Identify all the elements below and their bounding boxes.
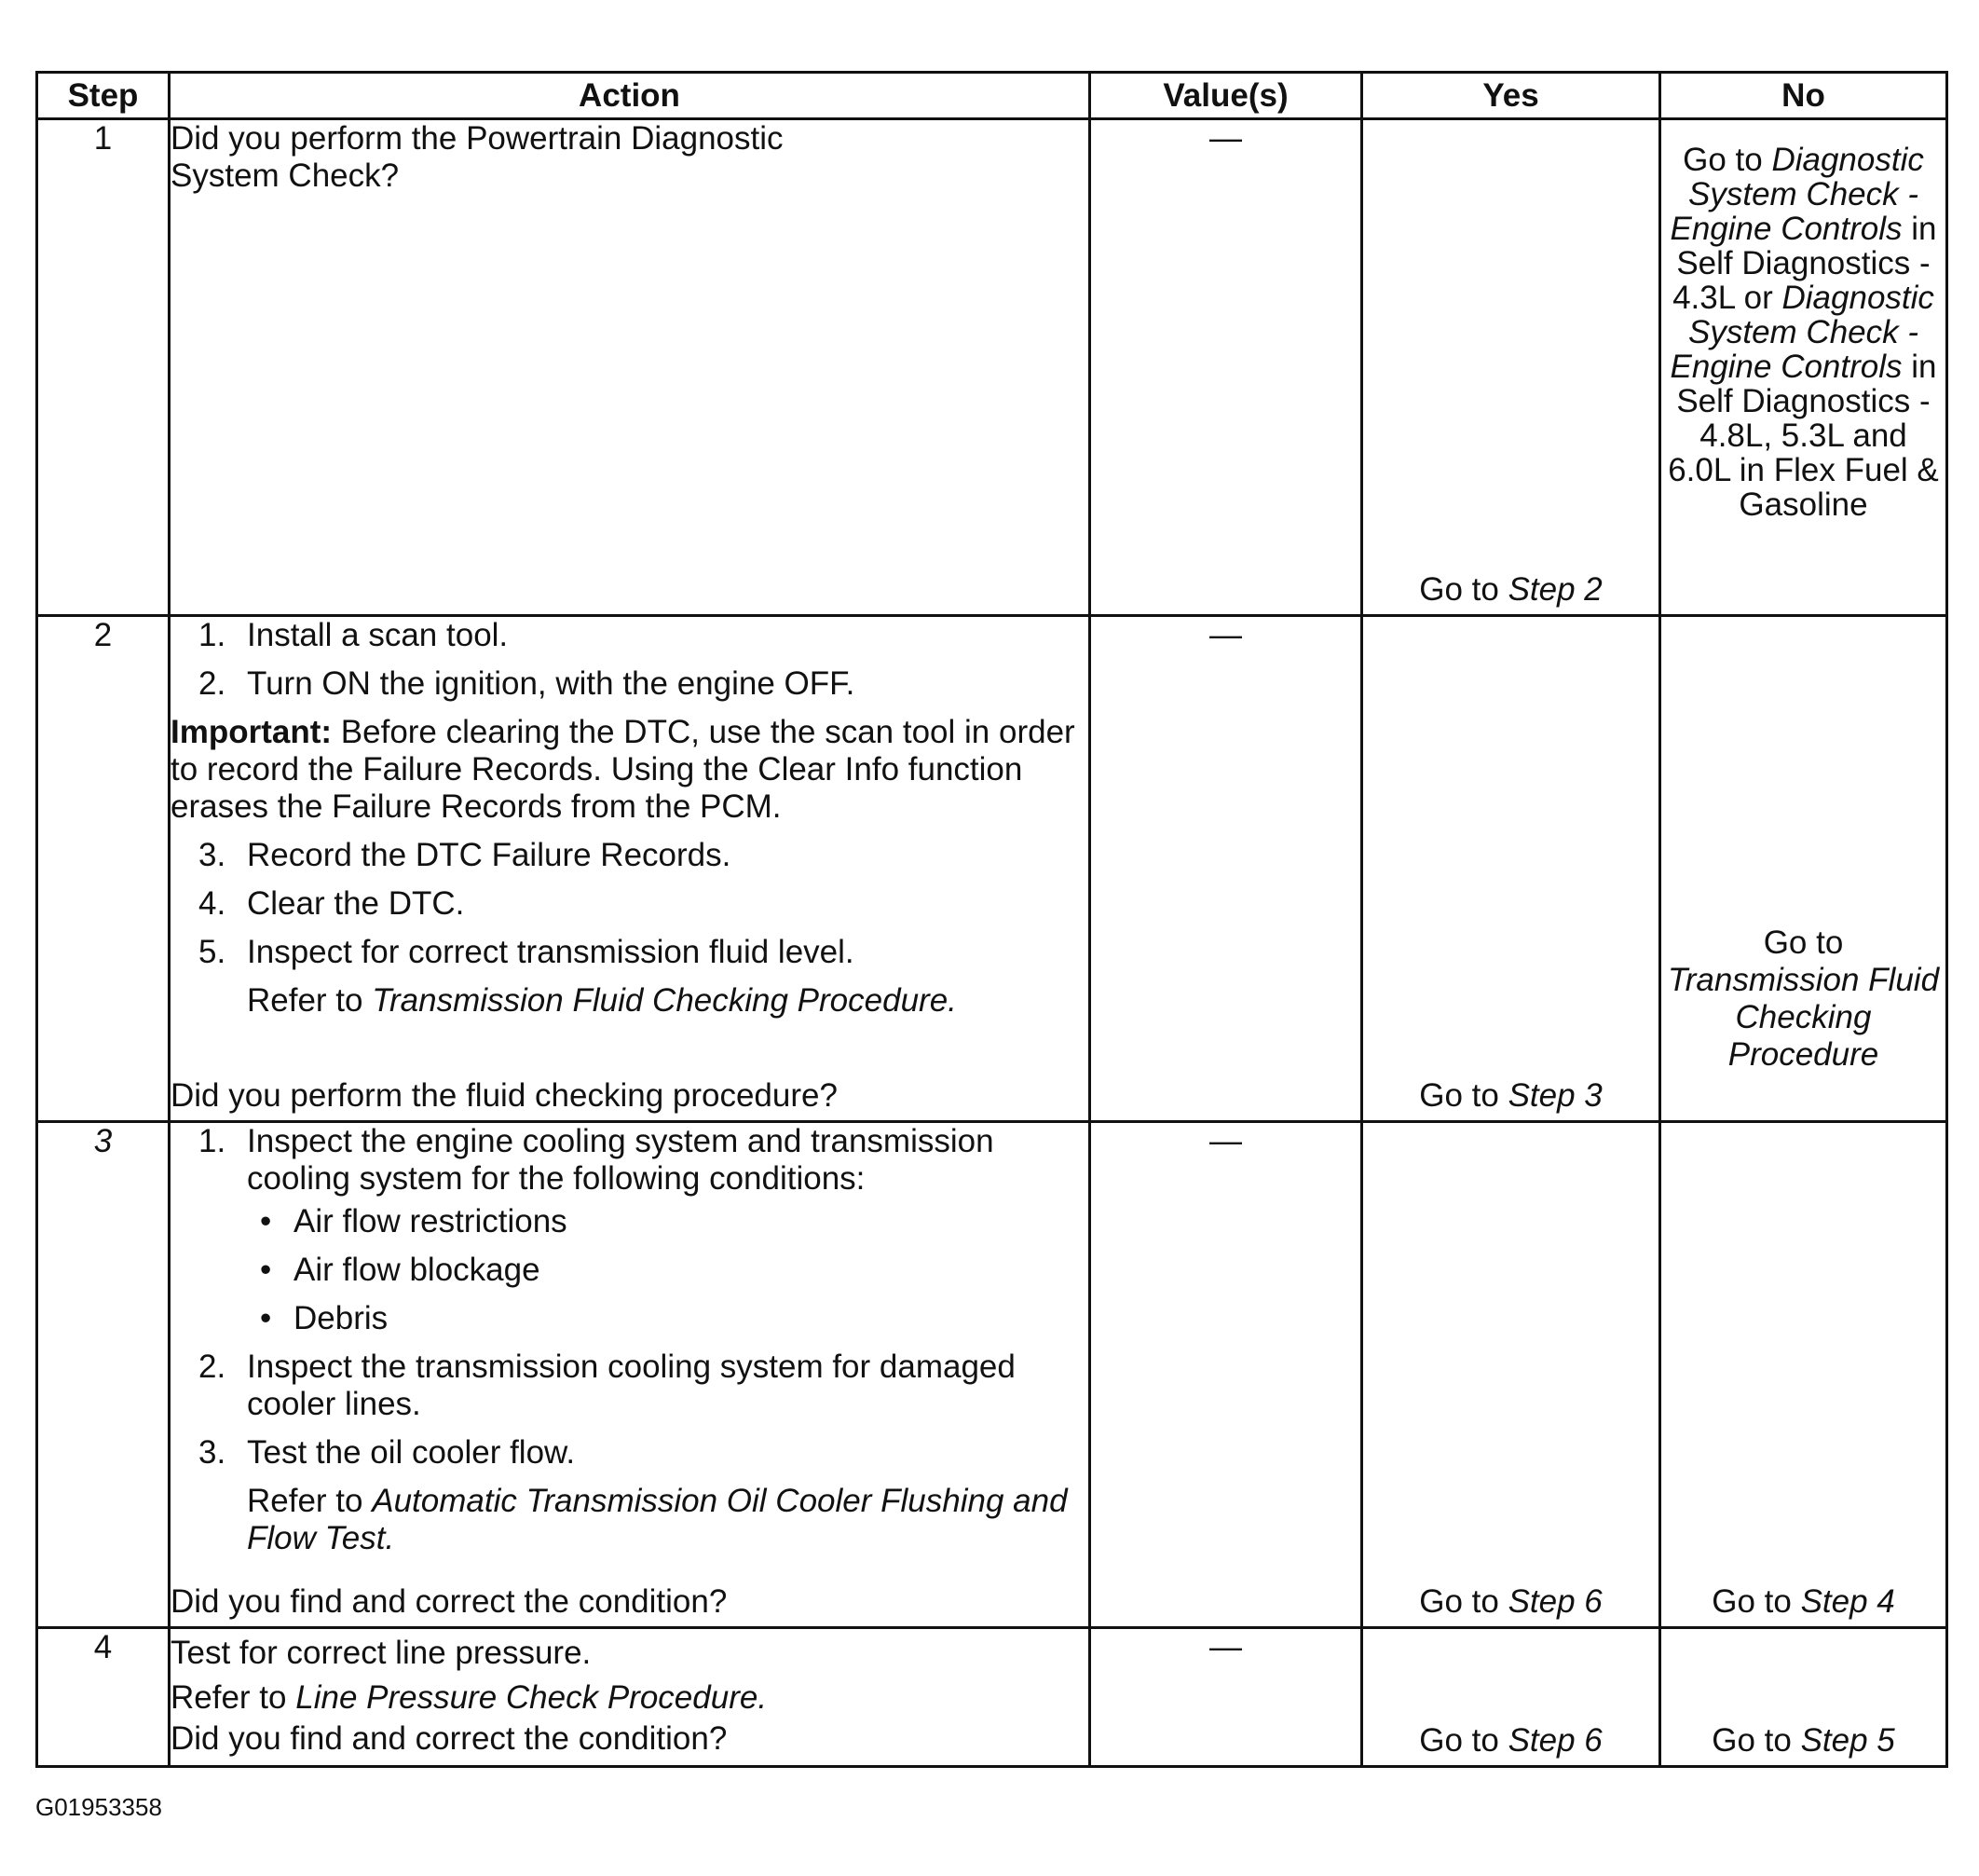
- engine-spec: - 4.3L: [1672, 245, 1931, 316]
- yes-goto: [1363, 571, 1658, 609]
- procedure-link[interactable]: Line Pressure Check Procedure.: [295, 1679, 768, 1716]
- step-link[interactable]: Step 6: [1508, 1722, 1603, 1759]
- value-cell: —: [1090, 119, 1362, 616]
- step-link[interactable]: Step 6: [1508, 1583, 1603, 1620]
- action-cell: [170, 1122, 1090, 1628]
- bullet-icon: •: [260, 1300, 272, 1336]
- manual-section: Flex Fuel & Gasoline: [1739, 452, 1939, 523]
- instruction-list: [171, 617, 1088, 703]
- table-row-step-2: [37, 616, 1947, 1122]
- list-item: • Debris: [260, 1300, 389, 1336]
- procedure-link[interactable]: Transmission Fluid Checking Procedure: [1667, 962, 1940, 1073]
- list-item: 5. Inspect for correct transmission fluid level.: [198, 934, 854, 970]
- refer-to: Refer to Transmission Fluid Checking Procedure.: [247, 982, 957, 1019]
- goto-prefix: Go to: [1712, 1583, 1792, 1620]
- goto-prefix: Go to: [1419, 1722, 1499, 1759]
- no-cell: [1660, 616, 1947, 1122]
- table-row-step-1: [37, 119, 1947, 616]
- no-goto: [1661, 1722, 1945, 1760]
- action-question: Did you find and correct the condition?: [171, 1583, 728, 1620]
- goto-prefix: Go to: [1419, 1077, 1499, 1114]
- procedure-link[interactable]: Transmission Fluid Checking Procedure.: [372, 982, 957, 1019]
- step-link[interactable]: Step 4: [1800, 1583, 1895, 1620]
- list-item: 1. Install a scan tool.: [198, 617, 509, 653]
- goto-prefix: Go to: [1683, 142, 1763, 178]
- manual-section: Self Diagnostics: [1676, 245, 1911, 281]
- no-cell: [1660, 119, 1947, 616]
- procedure-link[interactable]: Automatic Transmission Oil Cooler Flushing and Flow Test.: [247, 1483, 1068, 1556]
- step-number: 1: [37, 119, 170, 616]
- refer-to: Refer to Line Pressure Check Procedure.: [171, 1679, 768, 1716]
- yes-cell: [1362, 1628, 1660, 1767]
- goto-prefix: Go to: [1712, 1722, 1792, 1759]
- step-number: 3: [37, 1122, 170, 1628]
- yes-cell: [1362, 1122, 1660, 1628]
- header-step: Step: [37, 73, 170, 119]
- figure-id: G01953358: [35, 1793, 162, 1821]
- header-yes: Yes: [1362, 73, 1660, 119]
- yes-cell: [1362, 616, 1660, 1122]
- step-number: 4: [37, 1628, 170, 1767]
- list-item: 2. Inspect the transmission cooling system for damaged cooler lines.: [198, 1349, 1016, 1422]
- goto-prefix: Go to: [1419, 571, 1499, 608]
- no-cell: [1660, 1122, 1947, 1628]
- goto-prefix: Go to: [1419, 1583, 1499, 1620]
- list-item: 1. Inspect the engine cooling system and transmission cooling system for the following conditions: • Air flow restrictions • Air flow blockage • Debris: [171, 1123, 1088, 1337]
- action-cell: [170, 119, 1090, 616]
- no-goto: [1665, 924, 1942, 1074]
- header-action: Action: [170, 73, 1090, 119]
- in-text: in: [1739, 452, 1766, 488]
- yes-goto: [1363, 1583, 1658, 1621]
- list-item: 4. Clear the DTC.: [198, 885, 465, 922]
- procedure-link[interactable]: Diagnostic System Check - Engine Controls: [1670, 142, 1924, 247]
- procedure-link[interactable]: Diagnostic System Check - Engine Controls: [1670, 280, 1934, 385]
- action-line: Test for correct line pressure.: [171, 1635, 592, 1671]
- action-question: Did you find and correct the condition?: [171, 1720, 728, 1757]
- value-cell: —: [1090, 1628, 1362, 1767]
- yes-goto: [1363, 1077, 1658, 1115]
- instruction-list: [171, 837, 1088, 971]
- no-goto: [1661, 1583, 1945, 1621]
- manual-section: Self Diagnostics: [1676, 383, 1911, 419]
- engine-spec: - 4.8L, 5.3L and 6.0L: [1668, 383, 1931, 488]
- no-goto: [1665, 143, 1942, 522]
- condition-list: [247, 1203, 1088, 1337]
- in-text: in: [1911, 211, 1937, 247]
- action-question: Did you perform the fluid checking procedure?: [171, 1077, 838, 1114]
- goto-prefix: Go to: [1763, 924, 1844, 961]
- step-link[interactable]: Step 2: [1508, 571, 1603, 608]
- bullet-icon: •: [260, 1203, 272, 1239]
- header-values: Value(s): [1090, 73, 1362, 119]
- action-cell: [170, 616, 1090, 1122]
- action-cell: [170, 1628, 1090, 1767]
- diagnostic-table: [35, 71, 1948, 1768]
- or-text: or: [1743, 280, 1773, 316]
- yes-cell: [1362, 119, 1660, 616]
- list-item: 2. Turn ON the ignition, with the engine OFF.: [198, 665, 855, 702]
- step-link[interactable]: Step 5: [1800, 1722, 1895, 1759]
- list-item: 3. Record the DTC Failure Records.: [198, 837, 731, 873]
- list-item: 3. Test the oil cooler flow.: [198, 1434, 576, 1471]
- value-cell: —: [1090, 616, 1362, 1122]
- action-question: Did you perform the Powertrain Diagnostic System Check?: [171, 120, 784, 194]
- instruction-list: [171, 1123, 1088, 1472]
- list-item: • Air flow restrictions: [260, 1203, 567, 1239]
- no-cell: [1660, 1628, 1947, 1767]
- list-item: • Air flow blockage: [260, 1252, 540, 1288]
- step-link[interactable]: Step 3: [1508, 1077, 1603, 1114]
- bullet-icon: •: [260, 1252, 272, 1288]
- value-cell: —: [1090, 1122, 1362, 1628]
- important-note: Important: Before clearing the DTC, use the scan tool in order to record the Failure Records. Using the Clear Info function erases the Failure Records from the PCM.: [171, 714, 1075, 825]
- header-no: No: [1660, 73, 1947, 119]
- refer-to: Refer to Automatic Transmission Oil Cooler Flushing and Flow Test.: [247, 1483, 1068, 1556]
- table-header-row: [37, 73, 1947, 119]
- yes-goto: [1363, 1722, 1658, 1760]
- in-text: in: [1911, 349, 1937, 385]
- table-row-step-3: [37, 1122, 1947, 1628]
- table-row-step-4: [37, 1628, 1947, 1767]
- step-number: 2: [37, 616, 170, 1122]
